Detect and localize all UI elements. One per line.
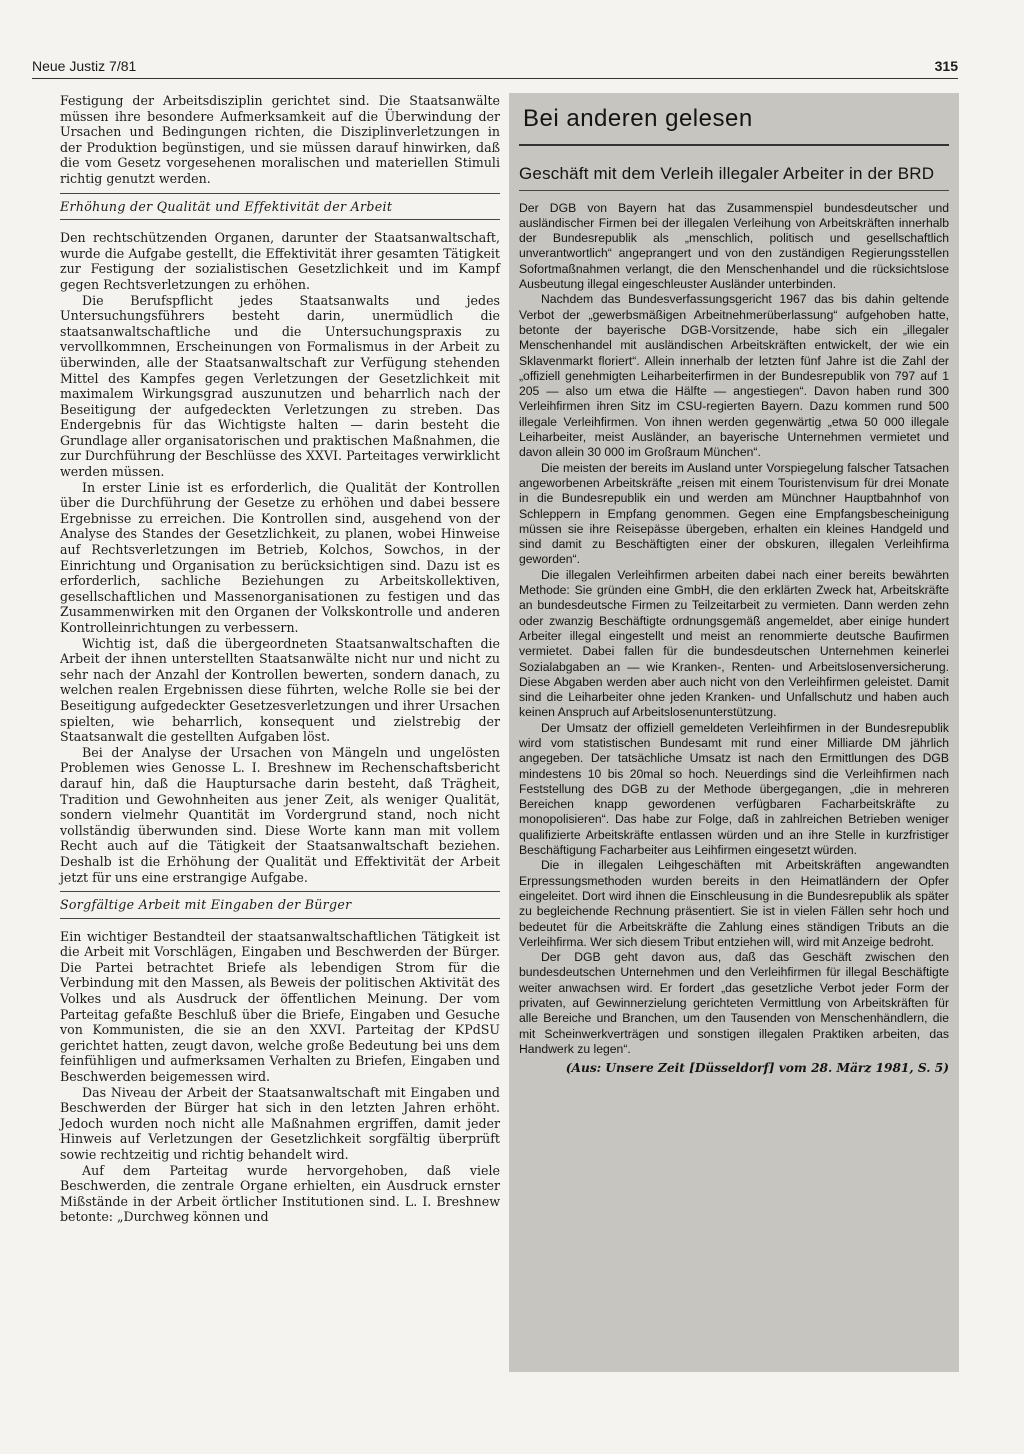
paragraph: Wichtig ist, daß die übergeordneten Staatsanwaltschaften die Arbeit der ihnen unterstellten Staatsanwälte nicht nur und nicht zu sehr nach der Anzahl der Kontrollen bewerten, sondern danach, zu welchen realen Ergebnissen diese führten, welche Rolle sie bei der Beseitigung aufgedeckter Gesetzesverletzungen und ihrer Ursachen spielten, wie beharrlich, konsequent und zielstrebig der Staatsanwalt die gestellten Aufgaben löst.	[60, 635, 500, 745]
paragraph: Bei der Analyse der Ursachen von Mängeln und ungelösten Problemen wies Genosse L. I. Breshnew im Rechenschaftsbericht darauf hin, daß die Hauptursache darin besteht, daß Trägheit, Tradition und Gewohnheiten aus jener Zeit, als weniger Qualität, sondern vielmehr Quantität im Vordergrund stand, noch nicht vollständig überwunden sind. Diese Worte kann man mit vollem Recht auch auf die Tätigkeit der Staatsanwaltschaft beziehen. Deshalb ist die Erhöhung der Qualität und Effektivität der Arbeit jetzt für uns eine erstrangige Aufgabe.	[60, 744, 500, 885]
paragraph: Die meisten der bereits im Ausland unter Vorspiegelung falscher Tatsachen angeworbenen Arbeitskräfte „reisen mit einem Touristenvisum für drei Monate in die Bundesrepublik ein und werden am Münchner Hauptbahnhof von Schleppern in Empfang genommen. Gegen eine Empfangsbescheinigung müssen sie ihre Reisepässe übergeben, erhalten ein kleines Handgeld und sind damit zu Beschäftigten einer der obskuren, illegalen Verleihfirma geworden“.	[519, 460, 949, 567]
paragraph: Auf dem Parteitag wurde hervorgehoben, daß viele Beschwerden, die zentrale Organe erhielten, ein Ausdruck ernster Mißstände in der Arbeit örtlicher Institutionen sind. L. I. Breshnew betonte: „Durchweg können und	[60, 1162, 500, 1225]
paragraph: In erster Linie ist es erforderlich, die Qualität der Kontrollen über die Durchführung der Gesetze zu erhöhen und dabei bessere Ergebnisse zu erreichen. Die Kontrollen sind, ausgehend von der Analyse des Standes der Gesetzlichkeit, zu planen, wobei Hinweise auf Rechtsverletzungen im Betrieb, Kolchos, Sowchos, in der Einrichtung und Organisation zu berücksichtigen sind. Dazu ist es erforderlich, sachliche Beziehungen zu Arbeitskollektiven, gesellschaftlichen und Massenorganisationen zu festigen und das Zusammenwirken mit den Organen der Volkskontrolle und anderen Kontrolleinrichtungen zu verbessern.	[60, 479, 500, 635]
paragraph: Der Umsatz der offiziell gemeldeten Verleihfirmen in der Bundesrepublik wird vom statistischen Bundesamt mit rund einer Milliarde DM jährlich angegeben. Der tatsächliche Umsatz ist nach den Ermittlungen des DGB mindestens 10 bis 20mal so hoch. Neuerdings sind die Verleihfirmen nach Feststellung des DGB zu der Methode übergegangen, „die in mehreren Bereichen knapp gewordenen verfügbaren Facharbeitskräfte zu monopolisieren“. Das habe zur Folge, daß in zahlreichen Betrieben weniger qualifizierte Arbeitskräfte entlassen würden und an ihre Stelle in kurzfristiger Beschäftigung Facharbeiter aus Leihfirmen eingesetzt würden.	[519, 720, 949, 858]
paragraph: Die illegalen Verleihfirmen arbeiten dabei nach einer bereits bewährten Methode: Sie gründen eine GmbH, die den erklärten Zweck hat, Arbeitskräfte an bundesdeutsche Firmen zu Teilzeitarbeit zu vermieten. Dann werden zehn oder zwanzig Beschäftigte ordnungsgemäß angemeldet, aber einige hundert Arbeiter illegal eingestellt und meist an renommierte deutsche Baufirmen vermietet. Dabei fallen für die bundesdeutschen Unternehmen keinerlei Sozialabgaben an — wie Kranken-, Renten- und Arbeitslosenversicherung. Diese Abgaben werden aber auch nicht von den Verleihfirmen geleistet. Damit sind die Leiharbeiter ohne jeden Kranken- und Unfallschutz und haben auch keinen Anspruch auf Arbeitslosenunterstützung.	[519, 567, 949, 720]
page-number: 315	[934, 58, 958, 74]
column-banner: Bei anderen gelesen	[519, 101, 949, 146]
paragraph: Der DGB von Bayern hat das Zusammenspiel bundesdeutscher und ausländischer Firmen bei der illegalen Verleihung von Arbeitskräften innerhalb der Bundesrepublik als „menschlich, politisch und gesellschaftlich unverantwortlich“ angeprangert und von den zuständigen Regierungsstellen Sofortmaßnahmen verlangt, die den Menschenhandel und die rücksichtslose Ausbeutung illegal eingeschleuster Ausländer unterbinden.	[519, 200, 949, 292]
paragraph: Der DGB geht davon aus, daß das Geschäft zwischen den bundesdeutschen Unternehmen und den Verleihfirmen für illegal Beschäftigte weiter anwachsen wird. Er fordert „das gesetzliche Verbot jeder Form der privaten, auf Gewinnerzielung gerichteten Vermittlung von Arbeitskräften für alle Bereiche und Branchen, um den Tausenden von Menschenhändlern, die mit Scheinwerkverträgen und sonstigen illegalen Praktiken arbeiten, das Handwerk zu legen“.	[519, 950, 949, 1056]
paragraph: Das Niveau der Arbeit der Staatsanwaltschaft mit Eingaben und Beschwerden der Bürger hat sich in den letzten Jahren erhöht. Jedoch wurden noch nicht alle Maßnahmen ergriffen, damit jeder Hinweis auf Verletzungen der Gesetzlichkeit sorgfältig überprüft sowie rechtzeitig und richtig behandelt wird.	[60, 1084, 500, 1162]
article-title: Geschäft mit dem Verleih illegaler Arbeiter in der BRD	[519, 160, 949, 190]
paragraph: Die in illegalen Leihgeschäften mit Arbeitskräften angewandten Erpressungsmethoden wurden bereits in den Heimatländern der Opfer eingeleitet. Dort wird ihnen die Einschleusung in die Bundesrepublik als später zu begleichende Rechnung präsentiert. Sie ist in vielen Fällen sehr hoch und bedeutet für die Arbeitskräfte die Zahlung eines ständigen Tributs an die Verleihfirma. Wer sich diesem Tribut entziehen will, wird mit Anzeige bedroht.	[519, 858, 949, 949]
main-article-column	[60, 93, 500, 1225]
section-heading: Erhöhung der Qualität und Effektivität der Arbeit	[60, 193, 500, 221]
section-heading: Sorgfältige Arbeit mit Eingaben der Bürger	[60, 891, 500, 919]
source-citation: (Aus: Unsere Zeit [Düsseldorf] vom 28. März 1981, S. 5)	[565, 1061, 949, 1076]
sidebar-box	[509, 93, 959, 1372]
journal-issue: Neue Justiz 7/81	[32, 58, 137, 74]
paragraph: Ein wichtiger Bestandteil der staatsanwaltschaftlichen Tätigkeit ist die Arbeit mit Vorschlägen, Eingaben und Beschwerden der Bürger. Die Partei betrachtet Briefe als lebendigen Strom für die Verbindung mit den Massen, als Beweis der politischen Aktivität des Volkes und als Ausdruck der öffentlichen Meinung. Der vom Parteitag gefaßte Beschluß über die Briefe, Eingaben und Gesuche von Kommunisten, die sie an den XXVI. Parteitag der KPdSU gerichtet hatten, zeugt davon, welche große Bedeutung bei uns dem feinfühligen und aufmerksamen Verhalten zu Briefen, Eingaben und Beschwerden beigemessen wird.	[60, 928, 500, 1085]
paragraph: Den rechtschützenden Organen, darunter der Staatsanwaltschaft, wurde die Aufgabe gestellt, die Effektivität ihrer gesamten Tätigkeit zur Festigung der sozialistischen Gesetzlichkeit und im Kampf gegen Rechtsverletzungen zu erhöhen.	[60, 230, 500, 292]
paragraph: Nachdem das Bundesverfassungsgericht 1967 das bis dahin geltende Verbot der „gewerbsmäßigen Arbeitnehmerüberlassung“ aufgehoben hatte, betonte der bayerische DGB-Vorsitzende, habe sich ein „illegaler Menschenhandel mit ausländischen Arbeitskräften entwickelt, der wie ein Sklavenmarkt floriert“. Allein innerhalb der letzten fünf Jahre ist die Zahl der „offiziell genehmigten Leiharbeiterfirmen in der Bundesrepublik von 797 auf 1 205 — also um etwa die Hälfte — angestiegen“. Davon haben rund 300 Verleihfirmen ihren Sitz im CSU-regierten Bayern. Dazu kommen rund 500 illegale Verleihfirmen. Von ihnen werden gegenwärtig „etwa 50 000 illegale Leiharbeiter, meist Ausländer, an bayerische Unternehmen vermietet und davon allein 30 000 im Großraum München“.	[519, 292, 949, 460]
page-header	[32, 52, 958, 79]
paragraph: Die Berufspflicht jedes Staatsanwalts und jedes Untersuchungsführers besteht darin, unermüdlich die staatsanwaltschaftliche und die Untersuchungspraxis zu vervollkommnen, Erscheinungen von Formalismus in der Arbeit zu überwinden, alle der Staatsanwaltschaft zur Verfügung stehenden Mittel des Kampfes gegen Verletzungen der Gesetzlichkeit mit maximalem Wirkungsgrad auszunutzen und beharrlich nach der Beseitigung der aufgedeckten Verletzungen zu streben. Das Endergebnis für das Wichtigste halten — darin besteht die Grundlage aller organisatorischen und praktischen Maßnahmen, die zur Durchführung der Beschlüsse des XXVI. Parteitages verwirklicht werden müssen.	[60, 292, 500, 480]
paragraph: Festigung der Arbeitsdisziplin gerichtet sind. Die Staatsanwälte müssen ihre besondere Aufmerksamkeit auf die Überwindung der Ursachen und Bedingungen richten, die Disziplinverletzungen in der Produktion begünstigen, und sie müssen darauf hinwirken, daß die vom Gesetz vorgesehenen moralischen und materiellen Stimuli richtig genutzt werden.	[60, 93, 500, 186]
